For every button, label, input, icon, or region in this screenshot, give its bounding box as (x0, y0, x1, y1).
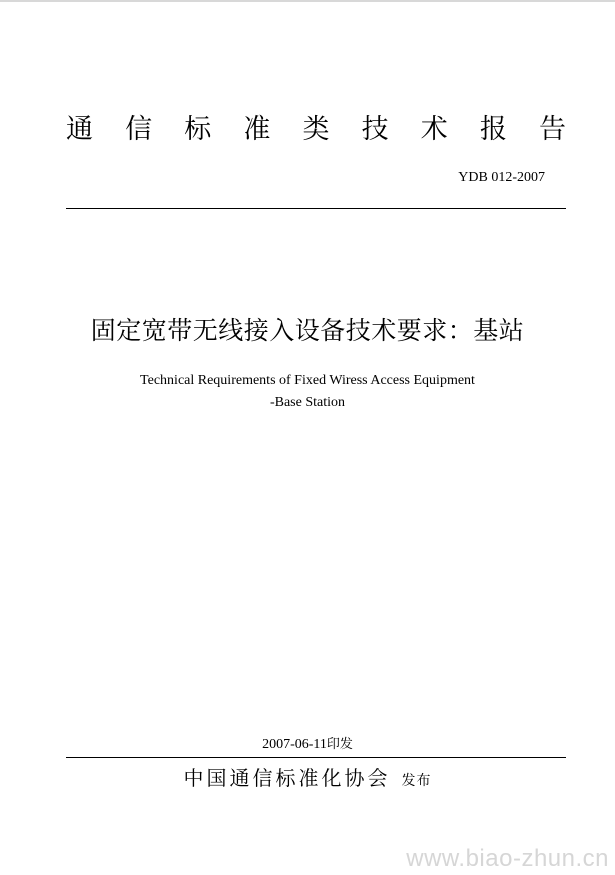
website-watermark: www.biao-zhun.cn (406, 845, 609, 872)
print-date: 2007-06-11 (262, 737, 327, 752)
series-title-char: 类 (302, 114, 330, 145)
header-divider (66, 208, 566, 209)
series-title-char: 标 (184, 114, 212, 145)
english-title-line-1: Technical Requirements of Fixed Wiress Access Equipment (140, 373, 475, 388)
publisher-name: 中国通信标准化协会 (183, 766, 391, 790)
series-title-char: 告 (539, 114, 566, 145)
print-label: 印发 (326, 737, 353, 752)
series-title-char: 准 (243, 114, 271, 145)
series-title-char: 通 (66, 114, 93, 145)
page-top-border (0, 0, 615, 2)
publisher-line (0, 763, 615, 793)
publish-label: 发布 (401, 773, 432, 789)
print-date-line (0, 735, 615, 755)
english-title-line-2: -Base Station (269, 395, 346, 410)
footer-divider (66, 757, 566, 758)
main-title-cn: 固定宽带无线接入设备技术要求：基站 (90, 316, 525, 345)
series-title-char: 术 (420, 114, 448, 145)
series-title (66, 110, 566, 150)
series-title-char: 信 (125, 114, 153, 145)
series-title-char: 报 (479, 114, 507, 145)
series-title-char: 技 (361, 114, 389, 145)
document-number: YDB 012-2007 (458, 170, 545, 185)
